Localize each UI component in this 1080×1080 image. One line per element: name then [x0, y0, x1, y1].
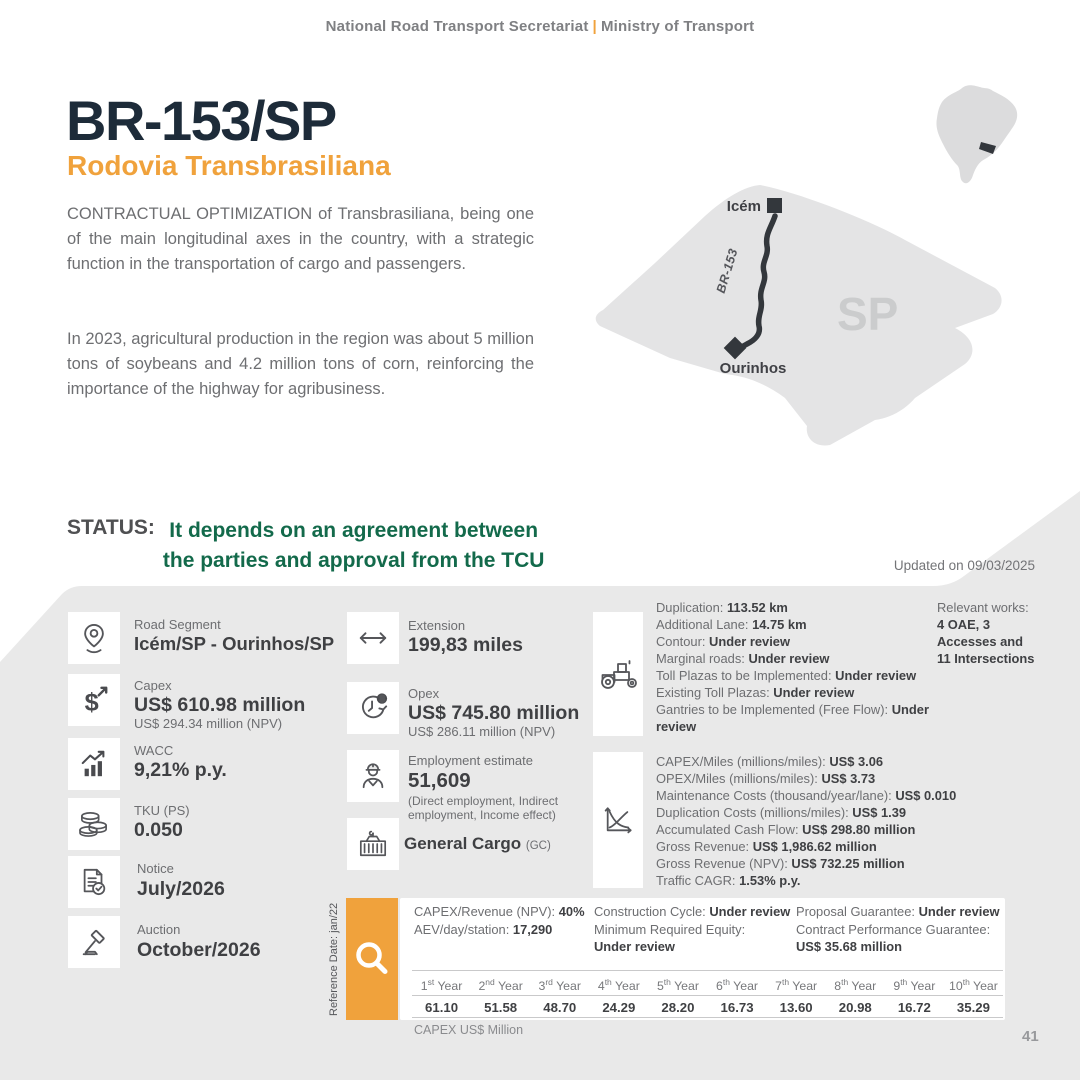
- map-road-label: BR-153: [713, 246, 741, 295]
- road-segment-label: Road Segment: [134, 617, 221, 632]
- opex-clock-icon: [357, 692, 389, 724]
- year-header-cell: 5th Year: [656, 977, 699, 994]
- roadworks-icon-box: [593, 612, 643, 736]
- auction-value: October/2026: [137, 939, 261, 961]
- capex-values-row: [412, 1000, 1003, 1015]
- works-item: Contour: Under review: [656, 634, 791, 649]
- works-item: Existing Toll Plazas: Under review: [656, 685, 855, 700]
- year-header-cell: 3rd Year: [538, 977, 581, 994]
- year-header-cell: 1st Year: [420, 977, 463, 994]
- notice-value: July/2026: [137, 878, 225, 900]
- map-city-end-label: Ourinhos: [719, 360, 787, 377]
- year-header-cell: 10th Year: [949, 977, 998, 994]
- employment-note: (Direct employment, Indirect employment, Income effect): [408, 794, 559, 822]
- sp-state-shape: [596, 185, 1002, 446]
- extension-arrows-icon: [357, 628, 389, 648]
- table-caption: CAPEX US$ Million: [414, 1023, 524, 1037]
- summary-col3: Proposal Guarantee: Under review Contract Performance Guarantee: US$ 35.68 million: [796, 904, 1000, 954]
- capex-year-value: 51.58: [484, 1000, 518, 1015]
- tku-value: 0.050: [134, 819, 183, 841]
- sp-state-map: [575, 168, 1015, 468]
- financial-item: CAPEX/Miles (millions/miles): US$ 3.06: [656, 754, 884, 769]
- financial-item: Accumulated Cash Flow: US$ 298.80 million: [656, 822, 916, 837]
- year-header-cell: 8th Year: [834, 977, 877, 994]
- financial-item: Gross Revenue: US$ 1,986.62 million: [656, 839, 877, 854]
- icem-marker: [767, 198, 782, 213]
- summary-col1: CAPEX/Revenue (NPV): 40% AEV/day/station: 17,290: [414, 904, 585, 937]
- capex-year-value: 13.60: [779, 1000, 813, 1015]
- cost-chart-icon: [602, 805, 634, 835]
- capex-icon-box: [68, 674, 120, 726]
- works-list: [656, 599, 938, 735]
- magnifier-icon: [350, 937, 394, 981]
- works-item: Toll Plazas to be Implemented: Under review: [656, 668, 917, 683]
- works-item: Additional Lane: 14.75 km: [656, 617, 807, 632]
- road-roller-icon: [598, 658, 638, 690]
- table-divider-mid: [412, 995, 1003, 996]
- status-label: STATUS:: [67, 516, 155, 539]
- wacc-icon-box: [68, 738, 120, 790]
- capex-year-value: 16.73: [720, 1000, 754, 1015]
- year-header-row: [412, 977, 1003, 993]
- auction-icon-box: [68, 916, 120, 968]
- worker-icon: [358, 761, 388, 791]
- capex-year-value: 61.10: [425, 1000, 459, 1015]
- financial-item: Maintenance Costs (thousand/year/lane): US$ 0.010: [656, 788, 957, 803]
- financial-item: OPEX/Miles (millions/miles): US$ 3.73: [656, 771, 876, 786]
- page-header: [0, 18, 1080, 35]
- opex-icon-box: [347, 682, 399, 734]
- road-segment-value: Icém/SP - Ourinhos/SP: [134, 633, 335, 654]
- opex-value: US$ 745.80 million: [408, 702, 580, 724]
- extension-icon-box: [347, 612, 399, 664]
- page-number: 41: [1022, 1028, 1039, 1045]
- year-header-cell: 9th Year: [893, 977, 936, 994]
- auction-label: Auction: [137, 922, 181, 937]
- header-ministry: Ministry of Transport: [600, 18, 755, 35]
- header-secretariat: National Road Transport Secretariat: [325, 18, 589, 35]
- map-city-start-label: Icém: [726, 198, 761, 215]
- table-divider-bottom: [412, 1017, 1003, 1018]
- financial-item: Duplication Costs (millions/miles): US$ 1.39: [656, 805, 907, 820]
- status-text: It depends on an agreement between the parties and approval from the TCU: [162, 519, 545, 572]
- map-state-label: SP: [837, 288, 899, 340]
- cargo-icon-box: [347, 818, 399, 870]
- year-header-cell: 4th Year: [597, 977, 640, 994]
- page-title: BR-153/SP: [66, 89, 336, 152]
- year-header-cell: 2nd Year: [478, 977, 523, 994]
- employment-label: Employment estimate: [408, 753, 533, 768]
- reference-date: Reference Date: jan/22: [328, 902, 340, 1016]
- intro-paragraph: CONTRACTUAL OPTIMIZATION of Transbrasiliana, being one of the main longitudinal axes in the country, with a strategic function in the transportation of cargo and passengers.: [67, 205, 534, 274]
- extension-label: Extension: [408, 618, 466, 633]
- wacc-value: 9,21% p.y.: [134, 759, 227, 781]
- capex-year-value: 24.29: [602, 1000, 636, 1015]
- agriculture-paragraph: In 2023, agricultural production in the region was about 5 million tons of soybeans and 4.2 million tons of corn, reinforcing the importance of the highway for agribusiness.: [67, 330, 534, 399]
- coins-icon: [78, 810, 110, 838]
- opex-npv-value: US$ 286.11 million (NPV): [408, 724, 556, 739]
- year-header-cell: 6th Year: [716, 977, 759, 994]
- year-header-cell: 7th Year: [775, 977, 818, 994]
- notice-document-icon: [79, 866, 109, 898]
- magnifier-box: [346, 898, 398, 1020]
- relevant-works: Relevant works: 4 OAE, 3 Accesses and 11 Intersections: [937, 600, 1035, 666]
- capex-year-value: 28.20: [661, 1000, 695, 1015]
- capex-npv-value: US$ 294.34 million (NPV): [134, 716, 283, 731]
- cargo-type: General Cargo (GC): [404, 834, 551, 853]
- tku-icon-box: [68, 798, 120, 850]
- auction-gavel-icon: [79, 927, 109, 957]
- works-item: Marginal roads: Under review: [656, 651, 830, 666]
- financials-icon-box: [593, 752, 643, 888]
- bar-chart-icon: [79, 749, 109, 779]
- container-icon: [357, 829, 389, 859]
- employment-value: 51,609: [408, 769, 471, 792]
- financials-list: [656, 753, 986, 889]
- svg-text:$: $: [379, 694, 385, 704]
- capex-year-value: 35.29: [956, 1000, 990, 1015]
- capex-dollar-icon: [79, 685, 109, 715]
- works-item: Duplication: 113.52 km: [656, 600, 788, 615]
- opex-label: Opex: [408, 686, 440, 701]
- notice-icon-box: [68, 856, 120, 908]
- employment-icon-box: [347, 750, 399, 802]
- updated-date: Updated on 09/03/2025: [893, 558, 1035, 573]
- cargo-type-suffix: (GC): [525, 840, 551, 852]
- financial-item: Gross Revenue (NPV): US$ 732.25 million: [656, 856, 905, 871]
- summary-col2: Construction Cycle: Under review Minimum Required Equity: Under review: [594, 904, 791, 954]
- road-segment-icon-box: [68, 612, 120, 664]
- capex-value: US$ 610.98 million: [134, 694, 306, 716]
- svg-text:$: $: [84, 688, 99, 715]
- page-subtitle: Rodovia Transbrasiliana: [67, 150, 391, 181]
- map-pin-icon: [80, 622, 108, 654]
- notice-label: Notice: [137, 861, 174, 876]
- capex-label: Capex: [134, 678, 172, 693]
- works-item: Gantries to be Implemented (Free Flow): Under review: [656, 702, 929, 734]
- extension-value: 199,83 miles: [408, 634, 523, 656]
- capex-year-value: 20.98: [838, 1000, 872, 1015]
- financial-item: Traffic CAGR: 1.53% p.y.: [656, 873, 801, 888]
- tku-label: TKU (PS): [134, 803, 190, 818]
- wacc-label: WACC: [134, 743, 174, 758]
- capex-year-value: 16.72: [897, 1000, 931, 1015]
- table-divider-top: [412, 970, 1003, 971]
- capex-year-value: 48.70: [543, 1000, 577, 1015]
- status-heading: [67, 516, 544, 576]
- header-separator: |: [592, 18, 597, 35]
